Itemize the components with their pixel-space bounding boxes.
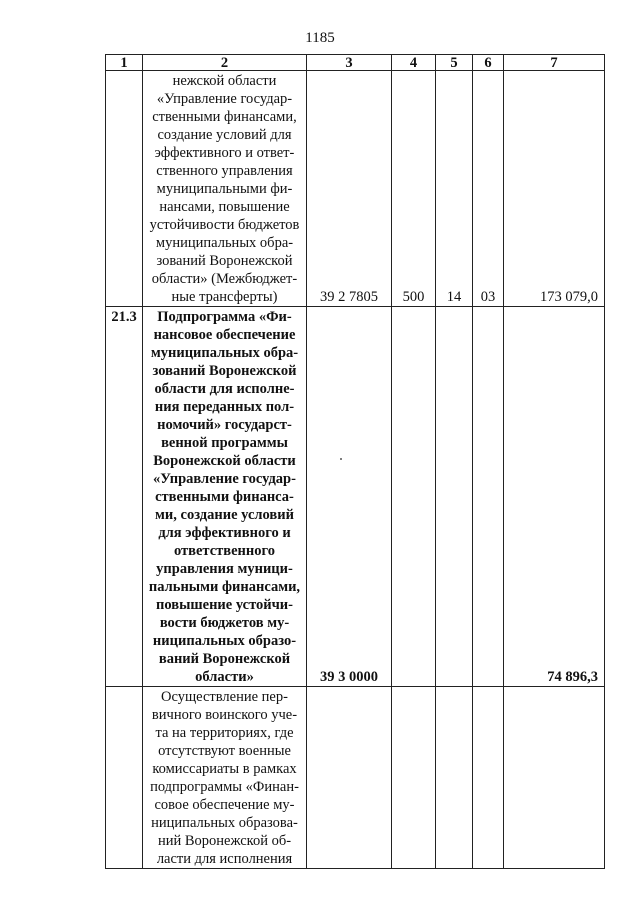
row-vr	[392, 687, 436, 869]
row-vr	[392, 307, 436, 687]
row-name-text: нежской области «Управление государ-ственными финансами, создание условий для эффективного и ответ-ственного управления муниципальными фи-нансами, повышение устойчивости бюджетов муниципальных обра-зований Воронежской области» (Межбюджет-ные трансферты)	[149, 73, 300, 305]
page-number: 1185	[305, 30, 335, 46]
table-row	[106, 71, 605, 307]
header-col-3: 3	[307, 55, 392, 71]
header-col-1: 1	[106, 55, 143, 71]
row-code	[307, 687, 392, 869]
row-rz	[436, 687, 473, 869]
row-name-text: Осуществление пер-вичного воинского уче-та на территориях, где отсутствуют военные комиссариаты в рамках подпрограммы «Финан-совое обеспечение му-ниципальных образова-ний Воронежской об-ласти для исполнения	[150, 689, 299, 867]
row-code: 39 2 7805	[307, 71, 392, 307]
header-col-4: 4	[392, 55, 436, 71]
row-amount: 74 896,3	[504, 307, 605, 687]
row-number	[106, 71, 143, 307]
row-code: 39 3 0000	[307, 307, 392, 687]
table-row	[106, 687, 605, 869]
scan-speck	[340, 458, 342, 460]
header-row	[106, 55, 605, 71]
row-amount: 173 079,0	[504, 71, 605, 307]
row-rz: 14	[436, 71, 473, 307]
header-col-6: 6	[473, 55, 504, 71]
table-row	[106, 307, 605, 687]
row-pr	[473, 307, 504, 687]
row-rz	[436, 307, 473, 687]
row-name	[143, 687, 307, 869]
row-pr: 03	[473, 71, 504, 307]
row-amount	[504, 687, 605, 869]
header-col-2: 2	[143, 55, 307, 71]
budget-table	[105, 54, 605, 869]
header-col-7: 7	[504, 55, 605, 71]
row-pr	[473, 687, 504, 869]
row-number: 21.3	[106, 307, 143, 687]
row-number	[106, 687, 143, 869]
row-vr: 500	[392, 71, 436, 307]
row-name	[143, 307, 307, 687]
header-col-5: 5	[436, 55, 473, 71]
row-name-text: Подпрограмма «Фи-нансовое обеспечение муниципальных обра-зований Воронежской области для исполне-ния переданных пол-номочий» государст-венной программы Воронежской области «Управление государ-ственными финанса-ми, создание условий для эффективного и ответственного управления муници-пальными финансами, повышение устойчи-вости бюджетов му-ниципальных образо-ваний Воронежской области»	[148, 309, 301, 685]
row-name	[143, 71, 307, 307]
